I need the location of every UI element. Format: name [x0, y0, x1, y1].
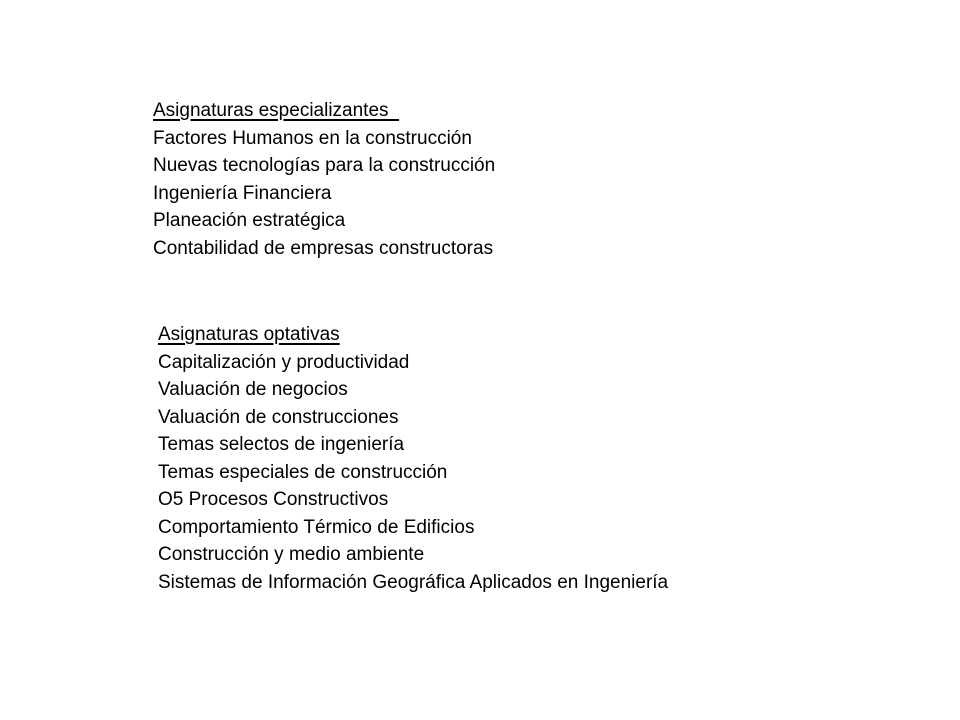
list-item: Factores Humanos en la construcción: [153, 127, 472, 149]
list-item: Sistemas de Información Geográfica Aplicados en Ingeniería: [158, 571, 669, 593]
list-item: Capitalización y productividad: [158, 351, 410, 373]
list-item: Comportamiento Térmico de Edificios: [158, 516, 475, 538]
especializantes-heading: Asignaturas especializantes: [153, 100, 400, 121]
list-item: Temas especiales de construcción: [158, 461, 448, 483]
list-item: Contabilidad de empresas constructoras: [153, 237, 494, 259]
list-item: Temas selectos de ingeniería: [158, 434, 405, 455]
list-item: Valuación de construcciones: [158, 406, 399, 428]
especializantes-list: [153, 125, 495, 263]
list-item: Nuevas tecnologías para la construcción: [153, 155, 496, 176]
list-item: Construcción y medio ambiente: [158, 544, 425, 565]
list-item: Planeación estratégica: [153, 210, 346, 231]
optativas-list: [158, 349, 668, 597]
list-item: Valuación de negocios: [158, 379, 348, 400]
optativas-section: [158, 321, 668, 596]
optativas-heading: Asignaturas optativas: [158, 324, 340, 345]
list-item: Ingeniería Financiera: [153, 182, 332, 204]
especializantes-section: [153, 97, 495, 262]
list-item: O5 Procesos Constructivos: [158, 489, 389, 510]
